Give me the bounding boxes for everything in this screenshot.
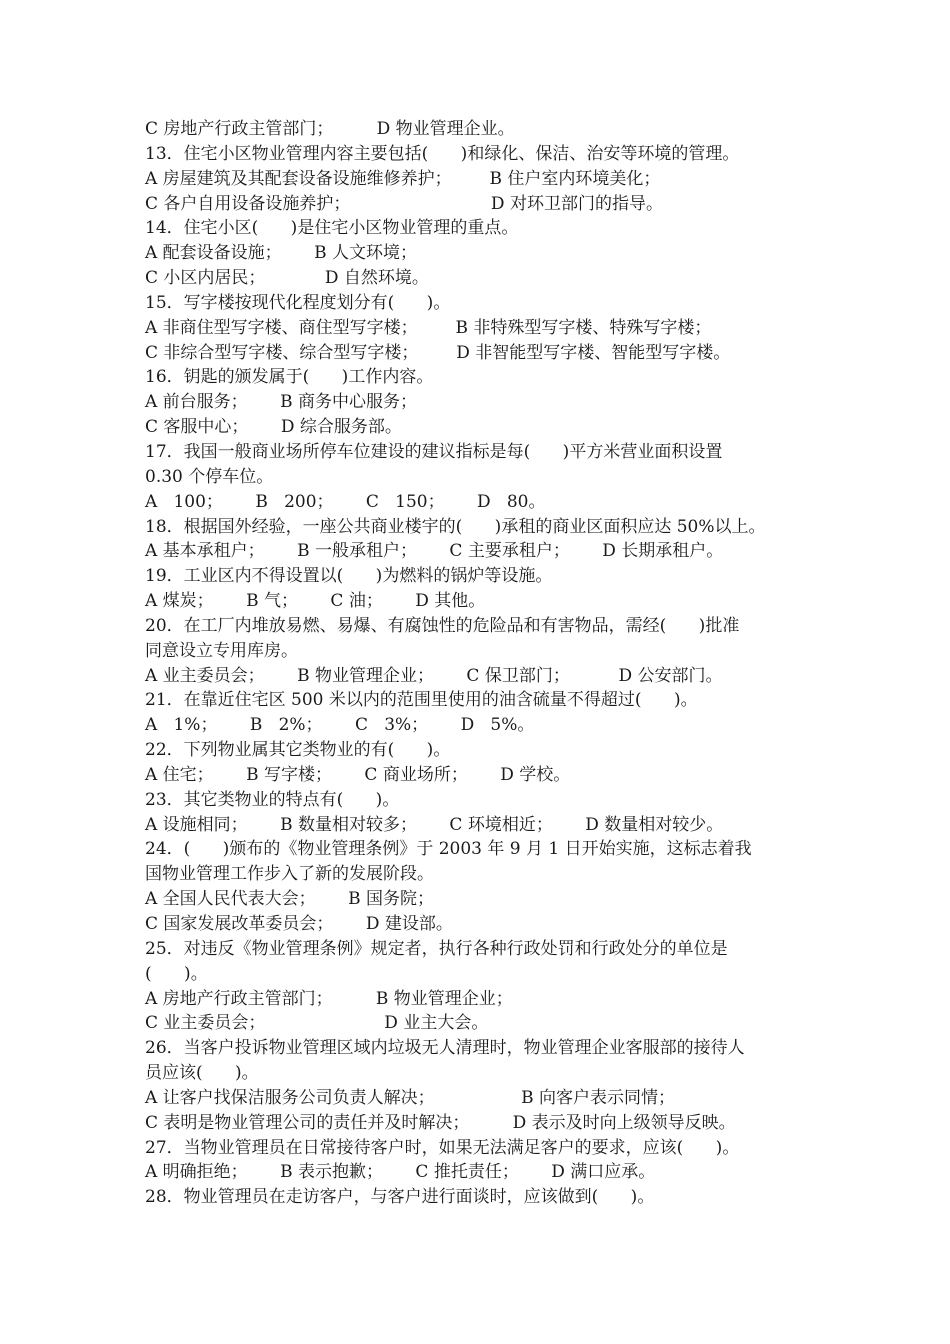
text-line: C 房地产行政主管部门； D 物业管理企业。 [145, 119, 515, 139]
text-line: A 煤炭； B 气； C 油； D 其他。 [145, 591, 486, 612]
text-line: 同意设立专用库房。 [145, 640, 298, 661]
text-line: A 明确拒绝； B 表示抱歉； C 推托责任； D 满口应承。 [145, 1162, 656, 1183]
text-line: C 国家发展改革委员会； D 建设部。 [145, 914, 453, 934]
text-line: A 前台服务； B 商务中心服务； [145, 392, 417, 413]
text-line: 27．当物业管理员在日常接待客户时，如果无法满足客户的要求，应该( )。 [145, 1137, 740, 1158]
text-line: A 基本承租户； B 一般承租户； C 主要承租户； D 长期承租户。 [145, 541, 724, 562]
text-line: 13．住宅小区物业管理内容主要包括( )和绿化、保洁、治安等环境的管理。 [145, 143, 740, 164]
document-body [145, 117, 810, 1210]
text-line: 17．我国一般商业场所停车位建设的建议指标是每( )平方米营业面积设置 [145, 441, 723, 462]
text-line: 21．在靠近住宅区 500 米以内的范围里使用的油含硫量不得超过( )。 [145, 690, 698, 711]
text-line: C 业主委员会； D 业主大会。 [145, 1013, 489, 1034]
text-line: A 设施相同； B 数量相对较多； C 环境相近； D 数量相对较少。 [145, 814, 724, 835]
text-line: 国物业管理工作步入了新的发展阶段。 [145, 864, 434, 885]
text-line: ( )。 [145, 963, 208, 984]
text-line: 18．根据国外经验，一座公共商业楼宇的( )承租的商业区面积应达 50%以上。 [145, 516, 766, 537]
text-line: A 100； B 200； C 150； D 80。 [145, 491, 546, 512]
text-line: 员应该( )。 [145, 1063, 259, 1084]
text-line: C 客服中心； D 综合服务部。 [145, 417, 402, 438]
text-line: A 房屋建筑及其配套设备设施维修养护； B 住户室内环境美化； [145, 168, 661, 189]
text-line: A 1%； B 2%； C 3%； D 5%。 [145, 715, 535, 736]
text-line: A 非商住型写字楼、商住型写字楼； B 非特殊型写字楼、特殊写字楼； [145, 317, 712, 338]
text-line: A 配套设备设施； B 人文环境； [145, 243, 417, 264]
text-line: 15．写字楼按现代化程度划分有( )。 [145, 292, 451, 313]
text-line: 24．( )颁布的《物业管理条例》于 2003 年 9 月 1 日开始实施，这标志着我 [145, 839, 752, 860]
text-line: 26．当客户投诉物业管理区域内垃圾无人清理时，物业管理企业客服部的接待人 [145, 1038, 745, 1059]
text-line: A 房地产行政主管部门； B 物业管理企业； [145, 988, 513, 1009]
text-line: 16．钥匙的颁发属于( )工作内容。 [145, 367, 434, 388]
text-line: A 业主委员会； B 物业管理企业； C 保卫部门； D 公安部门。 [145, 665, 723, 686]
text-line: 0.30 个停车位。 [145, 466, 274, 487]
text-line: A 让客户找保洁服务公司负责人解决； B 向客户表示同情； [145, 1087, 676, 1108]
text-line: 19．工业区内不得设置以( )为燃料的锅炉等设施。 [145, 566, 553, 587]
text-line: 14．住宅小区( )是住宅小区物业管理的重点。 [145, 218, 519, 239]
text-line: C 小区内居民； D 自然环境。 [145, 268, 429, 289]
text-line: C 非综合型写字楼、综合型写字楼； D 非智能型写字楼、智能型写字楼。 [145, 342, 731, 363]
text-line: 25．对违反《物业管理条例》规定者，执行各种行政处罚和行政处分的单位是 [145, 938, 728, 959]
text-line: A 全国人民代表大会； B 国务院； [145, 889, 434, 910]
text-line: 22．下列物业属其它类物业的有( )。 [145, 740, 451, 761]
text-line: 20．在工厂内堆放易燃、易爆、有腐蚀性的危险品和有害物品，需经( )批准 [145, 615, 740, 636]
text-line: C 表明是物业管理公司的责任并及时解决； D 表示及时向上级领导反映。 [145, 1112, 736, 1133]
text-line: 28．物业管理员在走访客户，与客户进行面谈时，应该做到( )。 [145, 1187, 655, 1208]
text-line: 23．其它类物业的特点有( )。 [145, 789, 400, 810]
text-line: A 住宅； B 写字楼； C 商业场所； D 学校。 [145, 764, 571, 785]
text-line: C 各户自用设备设施养护； D 对环卫部门的指导。 [145, 193, 663, 214]
